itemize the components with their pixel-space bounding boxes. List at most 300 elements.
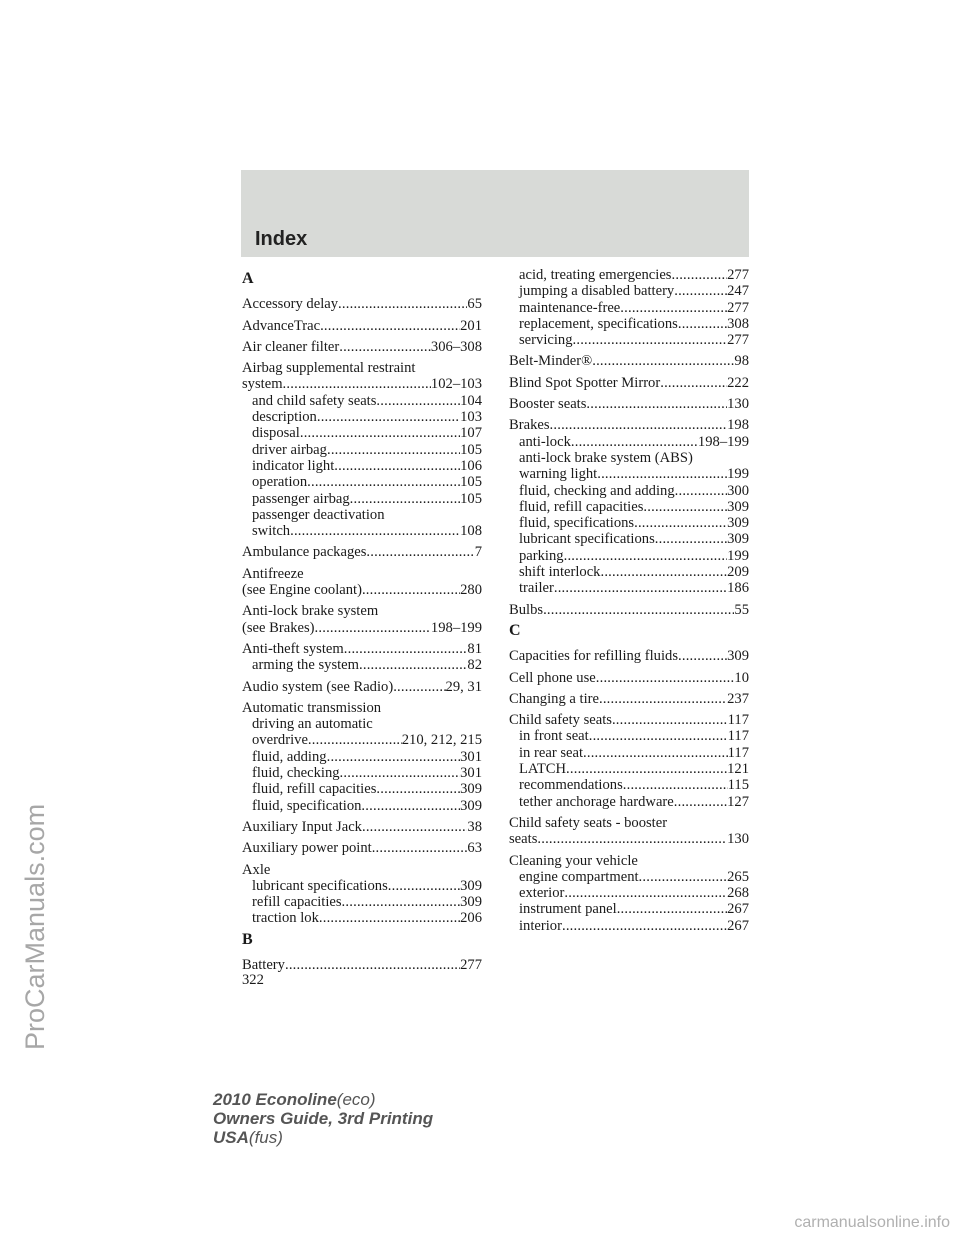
dot-leader xyxy=(344,641,468,657)
dot-leader xyxy=(634,515,727,531)
index-subentry xyxy=(509,483,749,499)
index-entry-line xyxy=(509,375,749,391)
entry-term: exterior xyxy=(519,885,565,902)
dot-leader xyxy=(655,531,727,547)
index-entry-line xyxy=(242,360,482,376)
index-subentry xyxy=(242,657,482,673)
entry-page-ref: 201 xyxy=(460,317,482,334)
entry-term: Airbag supplemental restraint xyxy=(242,360,416,377)
dot-leader xyxy=(366,544,474,560)
entry-page-ref: 29, 31 xyxy=(445,678,482,695)
entry-term: Accessory delay xyxy=(242,296,339,313)
dot-leader xyxy=(334,458,460,474)
entry-term: fluid, specification xyxy=(252,797,362,814)
dot-leader xyxy=(620,300,727,316)
entry-term: fluid, refill capacities xyxy=(519,498,644,515)
dot-leader xyxy=(660,375,727,391)
dot-leader xyxy=(317,409,460,425)
entry-term: lubricant specifications xyxy=(519,531,655,548)
entry-page-ref: 102–103 xyxy=(430,376,482,393)
entry-page-ref: 301 xyxy=(460,765,482,782)
index-entry-line xyxy=(242,566,482,582)
index-subentry xyxy=(242,765,482,781)
entry-page-ref: 130 xyxy=(727,396,749,413)
index-entry-line xyxy=(242,641,482,657)
dot-leader xyxy=(388,878,460,894)
dot-leader xyxy=(639,869,728,885)
index-entry-line xyxy=(242,862,482,878)
entry-page-ref: 309 xyxy=(727,498,749,515)
dot-leader xyxy=(320,318,460,334)
index-entry-line xyxy=(509,712,749,728)
entry-term: Ambulance packages xyxy=(242,544,367,561)
dot-leader xyxy=(583,745,728,761)
entry-term: fluid, adding xyxy=(252,748,327,765)
index-subentry xyxy=(242,409,482,425)
dot-leader xyxy=(623,777,728,793)
index-entry-line xyxy=(509,396,749,412)
entry-term: Blind Spot Spotter Mirror xyxy=(509,374,661,391)
dot-leader xyxy=(537,831,727,847)
dot-leader xyxy=(283,376,431,392)
footer-model-code: (eco) xyxy=(336,1090,376,1109)
entry-term: lubricant specifications xyxy=(252,877,388,894)
entry-term: tether anchorage hardware xyxy=(519,793,674,810)
entry-page-ref: 280 xyxy=(460,582,482,599)
entry-page-ref: 247 xyxy=(727,283,749,300)
entry-term: driver airbag xyxy=(252,441,327,458)
entry-page-ref: 105 xyxy=(460,490,482,507)
index-subentry xyxy=(509,499,749,515)
index-subentry xyxy=(242,749,482,765)
index-entry xyxy=(509,670,749,686)
dot-leader xyxy=(597,466,727,482)
index-entry-line xyxy=(242,376,482,392)
index-subentry xyxy=(509,564,749,580)
dot-leader xyxy=(566,761,727,777)
entry-term: Auxiliary power point xyxy=(242,840,372,857)
entry-term: and child safety seats xyxy=(252,392,377,409)
entry-term: Axle xyxy=(242,861,271,878)
entry-term: Antifreeze xyxy=(242,565,304,582)
index-letter-heading: A xyxy=(242,270,254,287)
entry-page-ref: 300 xyxy=(727,482,749,499)
entry-page-ref: 130 xyxy=(727,831,749,848)
entry-page-ref: 127 xyxy=(727,793,749,810)
entry-page-ref: 222 xyxy=(727,374,749,391)
dot-leader xyxy=(543,602,734,618)
dot-leader xyxy=(600,564,727,580)
entry-page-ref: 309 xyxy=(460,877,482,894)
entry-page-ref: 199 xyxy=(727,547,749,564)
index-entry xyxy=(509,602,749,618)
index-entry-line xyxy=(509,853,749,869)
dot-leader xyxy=(350,491,460,507)
dot-leader xyxy=(675,483,727,499)
entry-term: Air cleaner filter xyxy=(242,338,340,355)
dot-leader xyxy=(554,580,727,596)
dot-leader xyxy=(564,885,727,901)
index-entry xyxy=(509,648,749,664)
dot-leader xyxy=(319,910,460,926)
dot-leader xyxy=(592,353,734,369)
dot-leader xyxy=(596,670,735,686)
footer-region-code: (fus) xyxy=(248,1128,283,1147)
entry-term: anti-lock xyxy=(519,433,571,450)
entry-term: interior xyxy=(519,917,562,934)
entry-page-ref: 267 xyxy=(727,901,749,918)
dot-leader xyxy=(339,339,431,355)
index-entry xyxy=(509,853,749,934)
entry-page-ref: 308 xyxy=(727,315,749,332)
entry-page-ref: 7 xyxy=(474,544,482,561)
entry-term: acid, treating emergencies xyxy=(519,267,672,283)
index-entry xyxy=(242,862,482,927)
index-subentry xyxy=(509,761,749,777)
entry-page-ref: 309 xyxy=(727,531,749,548)
index-subentry xyxy=(242,910,482,926)
index-entry xyxy=(509,267,749,348)
entry-page-ref: 55 xyxy=(734,601,749,618)
dot-leader xyxy=(571,434,698,450)
page-number: 322 xyxy=(242,972,264,988)
dot-leader xyxy=(361,798,460,814)
entry-term: Anti-theft system xyxy=(242,640,344,657)
bottom-watermark: carmanualsonline.info xyxy=(794,1214,950,1231)
dot-leader xyxy=(586,396,727,412)
entry-term: switch xyxy=(252,523,291,540)
entry-page-ref: 309 xyxy=(460,781,482,798)
index-column-left xyxy=(242,267,482,978)
entry-page-ref: 309 xyxy=(460,894,482,911)
entry-term: Child safety seats - booster xyxy=(509,814,668,831)
dot-leader xyxy=(359,657,467,673)
entry-term: shift interlock xyxy=(519,564,601,581)
entry-term: indicator light xyxy=(252,457,335,474)
dot-leader xyxy=(550,417,728,433)
index-entry-line xyxy=(509,602,749,618)
entry-term: AdvanceTrac xyxy=(242,317,321,334)
dot-leader xyxy=(327,749,461,765)
entry-page-ref: 209 xyxy=(727,564,749,581)
dot-leader xyxy=(643,499,727,515)
entry-page-ref: 198 xyxy=(727,417,749,434)
index-subentry xyxy=(242,458,482,474)
dot-leader xyxy=(674,794,727,810)
index-subentry xyxy=(242,393,482,409)
entry-page-ref: 237 xyxy=(727,690,749,707)
entry-page-ref: 199 xyxy=(727,466,749,483)
dot-leader xyxy=(285,957,460,973)
index-entry xyxy=(242,700,482,814)
dot-leader xyxy=(678,648,727,664)
header-band xyxy=(241,170,749,257)
entry-term: system xyxy=(242,376,283,393)
index-entry-line xyxy=(509,670,749,686)
entry-page-ref: 210, 212, 215 xyxy=(401,732,482,749)
index-entry-line xyxy=(509,417,749,433)
footer-region: USA xyxy=(213,1128,249,1147)
footer-model: 2010 Econoline xyxy=(213,1090,337,1109)
entry-page-ref: 206 xyxy=(460,910,482,927)
index-subentry xyxy=(242,442,482,458)
index-entry-line xyxy=(509,691,749,707)
dot-leader xyxy=(290,523,460,539)
index-subentry xyxy=(242,474,482,490)
footer xyxy=(213,1090,433,1147)
index-entry-line xyxy=(509,353,749,369)
entry-page-ref: 121 xyxy=(727,761,749,778)
dot-leader xyxy=(672,267,728,283)
entry-term: Battery xyxy=(242,956,285,973)
entry-term: replacement, specifications xyxy=(519,315,678,332)
entry-term: Cell phone use xyxy=(509,669,596,686)
index-subentry xyxy=(509,450,749,466)
entry-page-ref: 82 xyxy=(467,657,482,674)
entry-term: Auxiliary Input Jack xyxy=(242,818,362,835)
entry-term: in front seat xyxy=(519,728,589,745)
entry-page-ref: 98 xyxy=(734,353,749,370)
entry-page-ref: 115 xyxy=(727,777,749,794)
index-entry-line xyxy=(242,700,482,716)
index-entry-line xyxy=(509,815,749,831)
entry-term: Booster seats xyxy=(509,396,587,413)
index-entry-line xyxy=(242,957,482,973)
entry-term: parking xyxy=(519,547,564,564)
index-entry-line xyxy=(242,318,482,334)
index-entry-line xyxy=(242,840,482,856)
dot-leader xyxy=(612,712,728,728)
index-entry-line xyxy=(509,648,749,664)
index-subentry xyxy=(242,523,482,539)
entry-term: Belt-Minder® xyxy=(509,353,593,370)
entry-page-ref: 198–199 xyxy=(697,433,749,450)
dot-leader xyxy=(307,474,460,490)
index-subentry xyxy=(509,777,749,793)
index-entry xyxy=(242,957,482,973)
dot-leader xyxy=(308,732,402,748)
entry-page-ref: 265 xyxy=(727,868,749,885)
entry-term: recommendations xyxy=(519,777,623,794)
entry-page-ref: 106 xyxy=(460,457,482,474)
index-entry xyxy=(242,603,482,636)
index-entry xyxy=(509,396,749,412)
index-subentry xyxy=(509,332,749,348)
index-subentry xyxy=(509,794,749,810)
index-entry-line xyxy=(242,582,482,598)
entry-page-ref: 306–308 xyxy=(430,338,482,355)
dot-leader xyxy=(327,442,460,458)
index-entry-line xyxy=(242,819,482,835)
index-entry xyxy=(242,360,482,539)
entry-page-ref: 267 xyxy=(727,917,749,934)
entry-page-ref: 309 xyxy=(460,797,482,814)
entry-term: (see Engine coolant) xyxy=(242,582,362,599)
index-letter-heading: C xyxy=(509,621,521,639)
index-subentry xyxy=(242,878,482,894)
page-title: Index xyxy=(255,228,308,250)
index-subentry xyxy=(509,901,749,917)
dot-leader xyxy=(342,894,461,910)
index-entry xyxy=(509,691,749,707)
index-entry xyxy=(509,815,749,848)
entry-term: warning light xyxy=(519,466,598,483)
entry-page-ref: 309 xyxy=(727,648,749,665)
index-subentry xyxy=(509,515,749,531)
index-entry-line xyxy=(242,603,482,619)
entry-term: traction lok xyxy=(252,910,319,927)
entry-page-ref: 10 xyxy=(734,669,749,686)
dot-leader xyxy=(376,781,460,797)
entry-term: seats xyxy=(509,831,538,848)
dot-leader xyxy=(564,548,728,564)
entry-page-ref: 103 xyxy=(460,409,482,426)
index-subentry xyxy=(509,745,749,761)
index-entry xyxy=(242,641,482,674)
index-entry xyxy=(242,339,482,355)
dot-leader xyxy=(393,679,445,695)
entry-term: servicing xyxy=(519,332,573,349)
entry-term: description xyxy=(252,409,317,426)
index-subentry xyxy=(242,732,482,748)
index-entry-line xyxy=(242,339,482,355)
entry-term: Bulbs xyxy=(509,601,544,618)
index-subentry xyxy=(509,869,749,885)
dot-leader xyxy=(678,316,727,332)
index-subentry xyxy=(509,466,749,482)
entry-page-ref: 117 xyxy=(727,744,749,761)
entry-page-ref: 38 xyxy=(467,818,482,835)
dot-leader xyxy=(376,393,460,409)
entry-page-ref: 105 xyxy=(460,441,482,458)
index-subentry xyxy=(509,316,749,332)
entry-term: fluid, specifications xyxy=(519,515,635,532)
entry-term: engine compartment xyxy=(519,868,639,885)
entry-term: anti-lock brake system (ABS) xyxy=(519,449,693,466)
entry-term: Anti-lock brake system xyxy=(242,603,379,620)
dot-leader xyxy=(338,296,467,312)
index-subentry xyxy=(242,491,482,507)
entry-page-ref: 186 xyxy=(727,580,749,597)
index-entry xyxy=(242,566,482,599)
entry-term: LATCH xyxy=(519,761,567,778)
entry-term: Changing a tire xyxy=(509,690,599,707)
index-subentry xyxy=(242,716,482,732)
entry-term: Cleaning your vehicle xyxy=(509,852,638,869)
index-entry-line xyxy=(509,831,749,847)
entry-page-ref: 63 xyxy=(467,840,482,857)
index-subentry xyxy=(509,434,749,450)
index-subentry xyxy=(242,507,482,523)
entry-term: passenger airbag xyxy=(252,490,350,507)
side-watermark: ProCarManuals.com xyxy=(20,803,50,1050)
entry-term: Automatic transmission xyxy=(242,699,382,716)
entry-term: jumping a disabled battery xyxy=(519,283,675,300)
entry-page-ref: 117 xyxy=(727,712,749,729)
dot-leader xyxy=(340,765,461,781)
entry-term: Child safety seats xyxy=(509,712,612,729)
dot-leader xyxy=(674,283,727,299)
index-subentry xyxy=(509,885,749,901)
entry-term: disposal xyxy=(252,425,300,442)
entry-term: instrument panel xyxy=(519,901,617,918)
dot-leader xyxy=(372,840,468,856)
dot-leader xyxy=(599,691,727,707)
index-subentry xyxy=(509,918,749,934)
index-subentry xyxy=(509,267,749,283)
dot-leader xyxy=(300,425,460,441)
entry-term: fluid, checking and adding xyxy=(519,482,675,499)
entry-page-ref: 107 xyxy=(460,425,482,442)
entry-page-ref: 105 xyxy=(460,474,482,491)
entry-term: operation xyxy=(252,474,308,491)
entry-term: overdrive xyxy=(252,732,308,749)
index-subentry xyxy=(509,283,749,299)
dot-leader xyxy=(573,332,728,348)
entry-page-ref: 277 xyxy=(727,299,749,316)
index-entry xyxy=(509,375,749,391)
index-entry xyxy=(242,819,482,835)
entry-term: fluid, refill capacities xyxy=(252,781,377,798)
entry-page-ref: 81 xyxy=(467,640,482,657)
index-subentry xyxy=(509,580,749,596)
index-entry-line xyxy=(242,620,482,636)
entry-page-ref: 277 xyxy=(727,267,749,283)
entry-page-ref: 117 xyxy=(727,728,749,745)
index-entry xyxy=(242,840,482,856)
entry-term: driving an automatic xyxy=(252,716,373,733)
dot-leader xyxy=(562,918,727,934)
index-subentry xyxy=(242,781,482,797)
index-entry xyxy=(242,544,482,560)
entry-term: fluid, checking xyxy=(252,765,340,782)
index-entry xyxy=(509,417,749,596)
index-entry-line xyxy=(242,544,482,560)
entry-term: in rear seat xyxy=(519,744,584,761)
entry-term: maintenance-free xyxy=(519,299,621,316)
entry-term: Audio system (see Radio) xyxy=(242,678,394,695)
entry-term: trailer xyxy=(519,580,554,597)
entry-page-ref: 268 xyxy=(727,885,749,902)
footer-guide: Owners Guide, 3rd Printing xyxy=(213,1109,434,1128)
dot-leader xyxy=(315,620,431,636)
dot-leader xyxy=(362,582,460,598)
entry-term: refill capacities xyxy=(252,894,342,911)
index-entry xyxy=(242,318,482,334)
index-subentry xyxy=(509,728,749,744)
entry-term: Brakes xyxy=(509,417,550,434)
entry-page-ref: 104 xyxy=(460,392,482,409)
index-subentry xyxy=(509,548,749,564)
index-entry xyxy=(509,712,749,810)
dot-leader xyxy=(617,901,727,917)
index-subentry xyxy=(242,894,482,910)
index-entry xyxy=(242,679,482,695)
index-entry xyxy=(509,353,749,369)
dot-leader xyxy=(362,819,467,835)
entry-page-ref: 65 xyxy=(467,296,482,313)
entry-page-ref: 108 xyxy=(460,523,482,540)
entry-page-ref: 309 xyxy=(727,515,749,532)
entry-page-ref: 301 xyxy=(460,748,482,765)
entry-page-ref: 277 xyxy=(727,332,749,349)
entry-page-ref: 198–199 xyxy=(430,619,482,636)
entry-term: passenger deactivation xyxy=(252,506,385,523)
index-subentry xyxy=(242,425,482,441)
dot-leader xyxy=(589,728,728,744)
index-subentry xyxy=(509,531,749,547)
index-entry xyxy=(242,296,482,312)
